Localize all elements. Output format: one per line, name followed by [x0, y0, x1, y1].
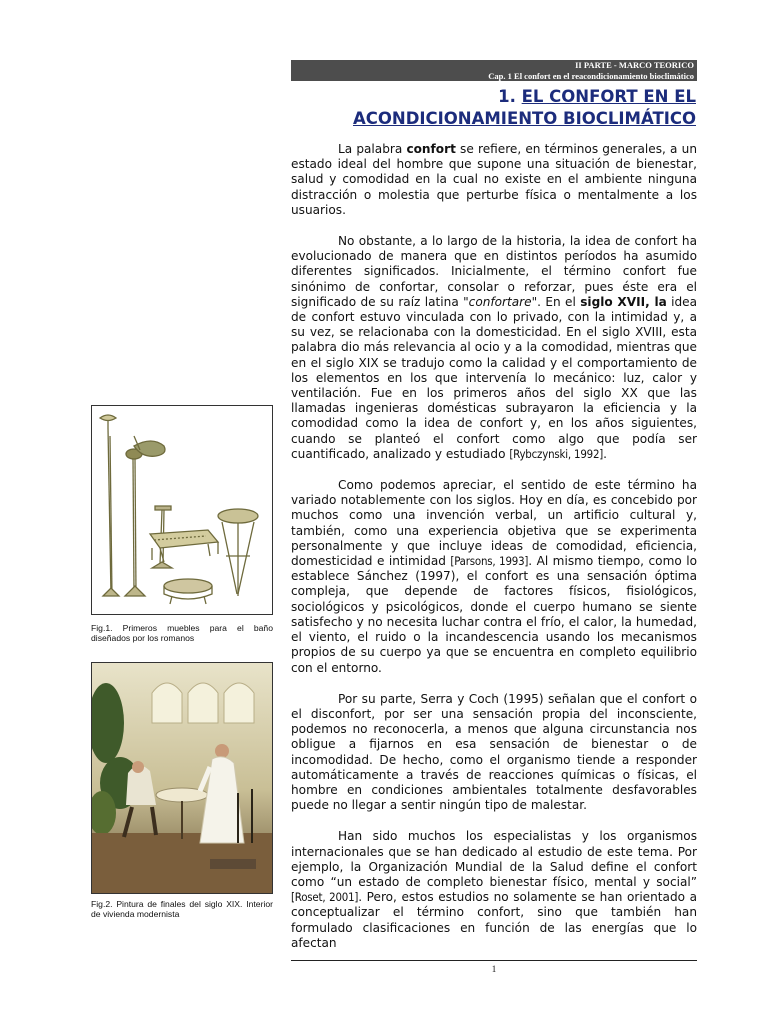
italic-term: "confortare": [463, 294, 538, 309]
footer-rule: [291, 960, 697, 961]
figure-1-image: [91, 405, 273, 615]
chapter-title: [300, 86, 696, 129]
modernist-interior-painting: [92, 663, 272, 893]
paragraph-4: [291, 692, 697, 814]
page-number: 1: [491, 964, 497, 974]
text-run: .: [603, 446, 607, 461]
citation: [Parsons, 1993]: [450, 554, 529, 569]
header-chapter: Cap. 1 El confort en el reacondicionamiento bioclimático: [488, 70, 694, 81]
chapter-number: 1.: [498, 87, 522, 106]
chapter-title-line2: ACONDICIONAMIENTO BIOCLIMÁTICO: [352, 108, 696, 128]
text-run: La palabra: [338, 142, 407, 156]
text-run: Por su parte, Serra y Coch (1995) señalan que el confort o el disconfort, por ser una sensación propia del inconsciente, podemos no reconocerla, a menos que alguna circunstancia nos obligue a fijarnos en esa sensación de bienestar o de incomodidad. De hecho, como el organismo tiende a responder automáticamente a través de reacciones químicas o físicas, el hombre en condiciones ambientales totalmente desfavorables puede no llegar a sentir ningún tipo de malestar.: [291, 691, 697, 813]
chapter-title-line1: EL CONFORT EN EL: [521, 87, 696, 106]
header-part: II PARTE - MARCO TEORICO: [575, 60, 694, 70]
roman-furniture-illustration: [92, 406, 272, 614]
text-run: idea de confort estuvo vinculada con lo privado, con la intimidad y, a su vez, se relacionaba con la domesticidad. En el siglo XVIII, esta palabra dio más relevancia al ocio y a la comodidad, mientras que en el siglo XIX se tradujo como la calidad y el comportamiento de los elementos en los que intervenía lo mecánico: luz, calor y ventilación. Fue en los primeros años del siglo XX que las llamadas ingenieras domésticas subrayaron la eficiencia y la comodidad como la idea de confort y, en los años siguientes, cuando se planteó el confort como algo que podía ser cuantificado, analizado y estudiado: [291, 294, 698, 461]
paragraph-1: [291, 142, 697, 218]
running-header: [291, 60, 697, 81]
citation: [Roset, 2001]: [291, 890, 359, 905]
text-run: . En el: [537, 294, 581, 309]
citation: [Rybczynski, 1992]: [509, 446, 604, 461]
text-run: se refiere, en términos generales, a un estado ideal del hombre que supone una situación de bienestar, salud y comodidad en la cual no existe en el ambiente ninguna distracción o molestia que perturbe física o mentalmente a los usuarios.: [291, 142, 697, 217]
paragraph-2: [291, 234, 697, 462]
text-run: Como podemos apreciar, el sentido de este término ha variado notablemente con los siglos. Hoy en día, es concebido por muchos como una invención verbal, un artificio cultural y, también, como una experiencia objetiva que se experimenta personalmente y que incluye ideas de comodidad, eficiencia, domesticidad e intimidad: [291, 478, 697, 569]
bold-term: siglo XVII, la: [580, 294, 667, 309]
text-run: No obstante, a lo largo de la historia, la idea de confort ha evolucionado de manera que en distintos períodos ha asumido diferentes significados. Inicialmente, el término confort fue sinónimo de confortar, consolar o reforzar, pues éste era el significado de su raíz latina: [291, 234, 697, 309]
text-run: . Pero, estos estudios no solamente se han orientado a conceptualizar el término confort, sino que también han formulado clasificaciones en función de las energías que lo afectan: [291, 890, 697, 950]
text-run: Han sido muchos los especialistas y los organismos internacionales que se han dedicado al estudio de este tema. Por ejemplo, la Organización Mundial de la Salud define el confort como “un estado de completo bienestar físico, mental y social”: [291, 829, 697, 889]
figure-2-caption: Fig.2. Pintura de finales del siglo XIX. Interior de vivienda modernista: [91, 899, 273, 919]
figure-2-image: [91, 662, 273, 894]
paragraph-5: [291, 829, 697, 951]
paragraph-3: [291, 478, 697, 676]
text-run: . Al mismo tiempo, como lo establece Sánchez (1997), el confort es una sensación óptima compleja, que depende de factores físicos, fisiológicos, sociológicos y psicológicos, donde el cuerpo humano se siente satisfecho y no necesita luchar contra el frío, el calor, la humedad, el viento, el ruido o la incandescencia usando los mecanismos propios de su cuerpo ya que se encuentra en completo equilibrio con el entorno.: [291, 554, 697, 675]
figure-1-caption: Fig.1. Primeros muebles para el baño diseñados por los romanos: [91, 623, 273, 643]
bold-term: confort: [406, 142, 456, 156]
body-text: [291, 142, 697, 967]
